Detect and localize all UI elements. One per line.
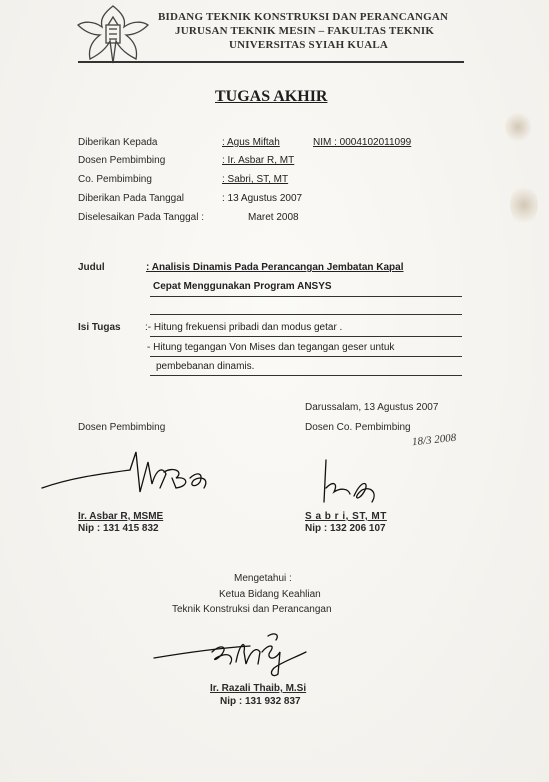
finished-date-label: Diselesaikan Pada Tanggal : <box>78 212 205 223</box>
right-signer-title: Dosen Co. Pembimbing <box>305 422 411 433</box>
co-supervisor-value: : Sabri, ST, MT <box>222 174 289 185</box>
isi-tugas-item-2-cont: pembebanan dinamis. <box>156 361 255 372</box>
right-signer-nip: Nip : 132 206 107 <box>305 523 386 534</box>
isi-tugas-rule-1 <box>150 336 462 337</box>
header-line-1: BIDANG TEKNIK KONSTRUKSI DAN PERANCANGAN <box>158 11 449 23</box>
approval-name: Ir. Razali Thaib, M.Si <box>210 683 307 694</box>
supervisor-value: : Ir. Asbar R, MT <box>222 155 295 166</box>
approval-signature-icon <box>150 622 320 680</box>
paper-stain <box>510 185 538 225</box>
given-date-label: Diberikan Pada Tanggal <box>78 193 185 204</box>
left-signer-name: Ir. Asbar R, MSME <box>78 511 164 522</box>
paper-stain <box>505 112 531 142</box>
given-to-value: : Agus Miftah <box>222 137 280 148</box>
co-supervisor-label: Co. Pembimbing <box>78 174 152 185</box>
handwritten-date: 18/3 2008 <box>411 431 457 449</box>
finished-date-value: Maret 2008 <box>248 212 299 223</box>
right-signature-icon <box>318 458 388 508</box>
header-line-2: JURUSAN TEKNIK MESIN – FAKULTAS TEKNIK <box>175 25 435 37</box>
judul-rule-1 <box>150 296 462 297</box>
isi-tugas-rule-3 <box>150 375 462 376</box>
isi-tugas-label: Isi Tugas <box>78 322 121 333</box>
isi-tugas-rule-2 <box>150 356 462 357</box>
place-date: Darussalam, 13 Agustus 2007 <box>305 402 439 413</box>
given-date-value: : 13 Agustus 2007 <box>222 193 303 204</box>
approval-heading: Mengetahui : <box>234 573 292 584</box>
header-divider <box>78 61 464 63</box>
header-line-3: UNIVERSITAS SYIAH KUALA <box>229 39 389 51</box>
left-signer-title: Dosen Pembimbing <box>78 422 166 433</box>
approval-title-2: Teknik Konstruksi dan Perancangan <box>172 604 332 615</box>
left-signature-icon <box>40 448 220 510</box>
right-signer-name: S a b r i, ST, MT <box>305 511 387 522</box>
left-signer-nip: Nip : 131 415 832 <box>78 523 159 534</box>
nim-value: NIM : 0004102011099 <box>313 137 412 148</box>
judul-line-2: Cepat Menggunakan Program ANSYS <box>153 281 332 292</box>
supervisor-label: Dosen Pembimbing <box>78 155 166 166</box>
given-to-label: Diberikan Kepada <box>78 137 158 148</box>
approval-title-1: Ketua Bidang Keahlian <box>219 589 321 600</box>
judul-line-1: : Analisis Dinamis Pada Perancangan Jembatan Kapal <box>146 262 404 273</box>
judul-label: Judul <box>78 262 105 273</box>
approval-nip: Nip : 131 932 837 <box>220 696 301 707</box>
judul-rule-2 <box>150 314 462 315</box>
document-title: TUGAS AKHIR <box>215 88 328 105</box>
isi-tugas-item-1: :- Hitung frekuensi pribadi dan modus getar . <box>145 322 343 333</box>
university-seal-icon <box>74 3 152 65</box>
isi-tugas-item-2: - Hitung tegangan Von Mises dan tegangan geser untuk <box>147 342 395 353</box>
